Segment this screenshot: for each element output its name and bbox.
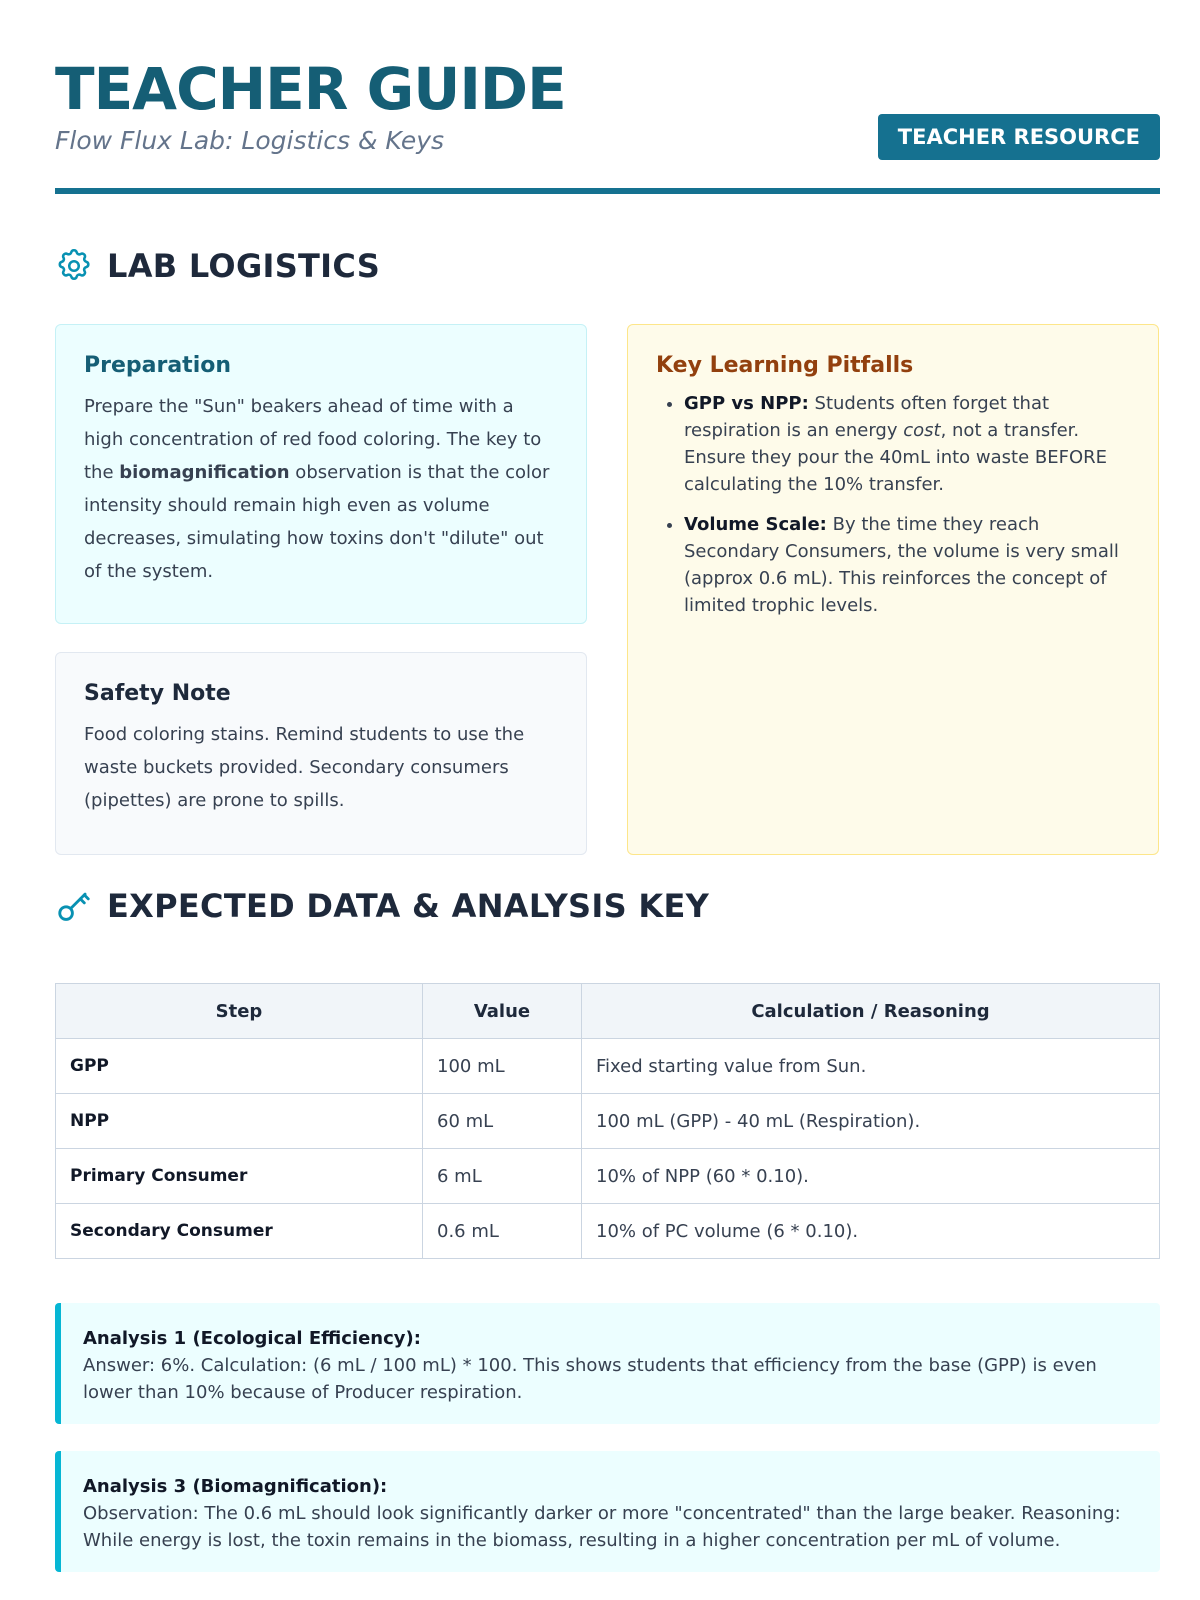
table-row: [56, 1204, 1160, 1259]
reasoning-cell: 100 mL (GPP) - 40 mL (Respiration).: [582, 1094, 1160, 1149]
preparation-text-start: Prepare the "Sun" beakers ahead of time with a high concentration of red food coloring. The key to the: [84, 396, 542, 483]
pitfall-item-gpp-npp: [684, 390, 1130, 498]
pitfall-text: Students often forget that respiration is an energy: [684, 393, 1050, 441]
safety-note-title: Safety Note: [84, 681, 231, 706]
gear-icon: [55, 247, 93, 285]
preparation-bold-term: biomagnification: [119, 462, 290, 483]
step-cell: GPP: [56, 1039, 423, 1094]
pitfalls-list: [656, 390, 1130, 619]
analysis-ecological-efficiency: [55, 1303, 1160, 1424]
column-header-value: Value: [423, 984, 582, 1039]
page-header: [55, 50, 1160, 196]
analysis-text: Answer: 6%. Calculation: (6 mL / 100 mL) * 100. This shows students that efficiency from the base (GPP) is even lower than 10% because of Producer respiration.: [83, 1355, 1097, 1403]
lab-logistics-heading: [55, 244, 380, 288]
analysis-text: Observation: The 0.6 mL should look significantly darker or more "concentrated" than the large beaker. Reasoning: While energy is lost, the toxin remains in the biomass, resulting in a higher concentration per mL of volume.: [83, 1503, 1121, 1551]
preparation-card: [55, 324, 587, 624]
key-icon: [55, 887, 93, 925]
analysis-key-heading: [55, 884, 709, 928]
teacher-resource-badge: TEACHER RESOURCE: [878, 114, 1160, 160]
table-row: [56, 1039, 1160, 1094]
value-cell: 0.6 mL: [423, 1204, 582, 1259]
pitfall-text: By the time they reach Secondary Consumers, the volume is very small (approx 0.6 mL). This reinforces the concept of limited trophic levels.: [684, 514, 1119, 616]
safety-note-card: [55, 652, 587, 855]
preparation-title: Preparation: [84, 353, 232, 378]
step-cell: NPP: [56, 1094, 423, 1149]
table-header-row: [56, 984, 1160, 1039]
value-cell: 100 mL: [423, 1039, 582, 1094]
table-row: [56, 1094, 1160, 1149]
preparation-text: [84, 390, 558, 588]
column-header-reasoning: Calculation / Reasoning: [582, 984, 1160, 1039]
analysis-label: Analysis 1 (Ecological Efficiency):: [83, 1328, 421, 1349]
page-title: TEACHER GUIDE: [55, 55, 566, 123]
pitfall-item-volume-scale: [684, 511, 1130, 619]
safety-note-text: Food coloring stains. Remind students to use the waste buckets provided. Secondary consumers (pipettes) are prone to spills.: [84, 724, 525, 811]
pitfall-label: Volume Scale:: [684, 514, 827, 535]
expected-data-table: [55, 983, 1160, 1259]
learning-pitfalls-card: [627, 324, 1159, 855]
pitfall-label: GPP vs NPP:: [684, 393, 809, 414]
analysis-biomagnification: [55, 1451, 1160, 1572]
value-cell: 60 mL: [423, 1094, 582, 1149]
lab-logistics-title: LAB LOGISTICS: [107, 247, 381, 285]
reasoning-cell: 10% of NPP (60 * 0.10).: [582, 1149, 1160, 1204]
page-subtitle: Flow Flux Lab: Logistics & Keys: [55, 126, 445, 155]
step-cell: Secondary Consumer: [56, 1204, 423, 1259]
preparation-text-end: observation is that the color intensity should remain high even as volume decreases, simulating how toxins don't "dilute" out of the system.: [84, 462, 550, 582]
step-cell: Primary Consumer: [56, 1149, 423, 1204]
pitfall-text-end: , not a transfer. Ensure they pour the 40mL into waste BEFORE calculating the 10% transfer.: [684, 420, 1108, 495]
table-row: [56, 1149, 1160, 1204]
column-header-step: Step: [56, 984, 423, 1039]
reasoning-cell: Fixed starting value from Sun.: [582, 1039, 1160, 1094]
pitfall-emphasis: cost: [903, 420, 941, 441]
reasoning-cell: 10% of PC volume (6 * 0.10).: [582, 1204, 1160, 1259]
analysis-key-title: EXPECTED DATA & ANALYSIS KEY: [107, 887, 710, 925]
analysis-label: Analysis 3 (Biomagnification):: [83, 1476, 388, 1497]
value-cell: 6 mL: [423, 1149, 582, 1204]
learning-pitfalls-title: Key Learning Pitfalls: [656, 353, 914, 378]
header-divider: [55, 188, 1160, 194]
